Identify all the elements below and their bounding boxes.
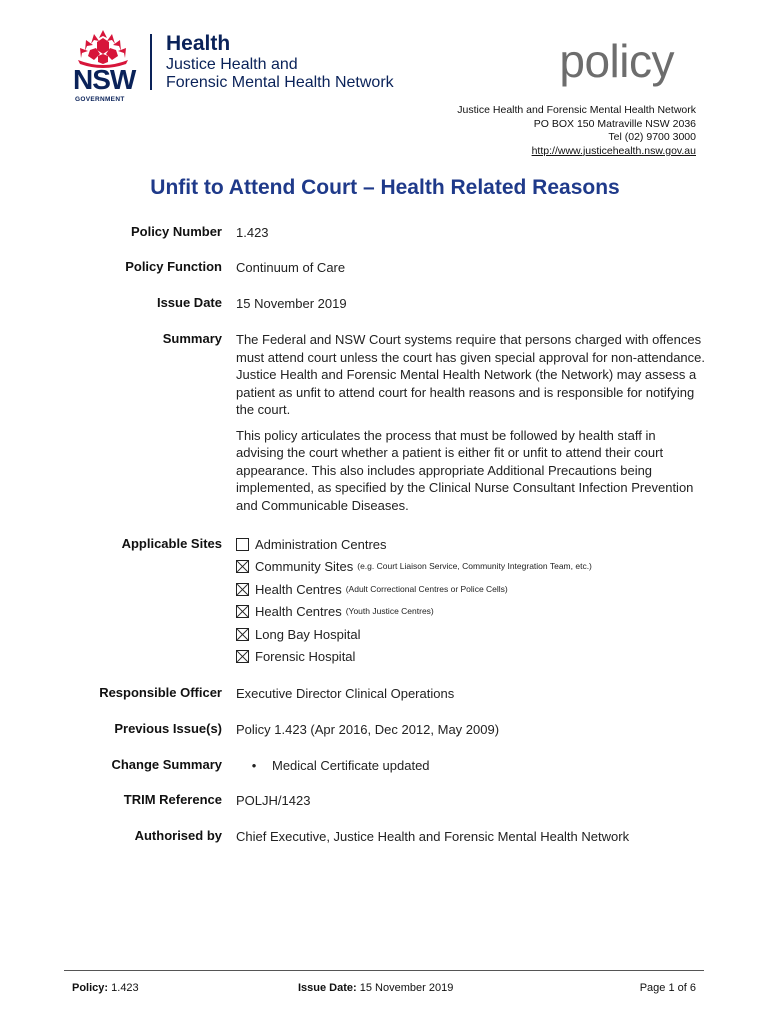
- policy-number-value: 1.423: [236, 225, 269, 240]
- footer-divider: [64, 970, 704, 971]
- summary-paragraph-2: This policy articulates the process that must be followed by health staff in advising the court whether a patient is either fit or unfit to attend their court appearance. This also includes appropriate Additional Precautions being implemented, as specified by the Clinical Nurse Consultant Infection Prevention and Communicable Diseases.: [236, 427, 694, 513]
- summary-label: Summary: [162, 331, 222, 346]
- responsible-officer-value: Executive Director Clinical Operations: [236, 686, 455, 701]
- nsw-wordmark: NSW: [73, 64, 136, 95]
- previous-issues-label: Previous Issue(s): [114, 721, 222, 736]
- footer-issue-date: [298, 982, 453, 994]
- address-block: [457, 104, 696, 158]
- summary-paragraph-1: The Federal and NSW Court systems require that persons charged with offences must attend court unless the court has given special approval for non-attendance. Justice Health and Forensic Mental Health Network (the Network) may assess a patient as unfit to attend court for health reasons and is responsible for notifying the court.: [236, 332, 706, 417]
- applicable-sites-label: Applicable Sites: [121, 536, 222, 551]
- checkbox[interactable]: [236, 560, 249, 573]
- site-item: [236, 623, 706, 646]
- checkbox[interactable]: [236, 583, 249, 596]
- site-item: [236, 556, 706, 579]
- site-note: (Youth Justice Centres): [345, 606, 434, 616]
- previous-issues-value: Policy 1.423 (Apr 2016, Dec 2012, May 2009): [236, 722, 500, 737]
- site-name: Health Centres: [255, 581, 342, 597]
- authorised-by-label: Authorised by: [134, 828, 222, 843]
- issue-date-value: 15 November 2019: [236, 296, 347, 311]
- site-item: [236, 533, 706, 556]
- site-item: [236, 578, 706, 601]
- page-title: Unfit to Attend Court – Health Related Reasons: [150, 176, 620, 199]
- footer-page-number: Page 1 of 6: [639, 982, 696, 994]
- checkbox[interactable]: [236, 605, 249, 618]
- government-wordmark: GOVERNMENT: [75, 96, 125, 103]
- policy-function-label: Policy Function: [125, 259, 222, 274]
- site-note: (e.g. Court Liaison Service, Community Integration Team, etc.): [357, 561, 592, 571]
- network-name-line2: Forensic Mental Health Network: [166, 74, 394, 91]
- checkbox[interactable]: [236, 628, 249, 641]
- footer-policy: [72, 982, 139, 994]
- bullet-icon: •: [251, 758, 257, 773]
- policy-function-value: Continuum of Care: [236, 260, 346, 275]
- trim-reference-label: TRIM Reference: [123, 792, 222, 807]
- change-summary-item: Medical Certificate updated: [272, 758, 430, 773]
- summary-text: [236, 331, 706, 522]
- change-summary-list: [236, 757, 706, 775]
- site-note: (Adult Correctional Centres or Police Cells): [345, 583, 508, 594]
- footer-issue-label: Issue Date:: [298, 982, 357, 994]
- website-link[interactable]: http://www.justicehealth.nsw.gov.au: [531, 144, 696, 157]
- site-name: Long Bay Hospital: [255, 626, 361, 642]
- footer-policy-label: Policy:: [72, 982, 109, 994]
- site-item: [236, 646, 706, 669]
- footer-policy-value: 1.423: [111, 982, 139, 994]
- site-name: Health Centres: [255, 604, 342, 619]
- site-name: Administration Centres: [255, 536, 387, 552]
- footer-issue-value: 15 November 2019: [359, 982, 454, 994]
- health-wordmark: Health: [166, 32, 231, 55]
- address-line1: Justice Health and Forensic Mental Health Network: [457, 104, 696, 116]
- site-item: [236, 601, 706, 624]
- logo-divider: [150, 34, 152, 90]
- change-summary-label: Change Summary: [111, 757, 222, 772]
- site-name: Forensic Hospital: [255, 649, 356, 664]
- checkbox[interactable]: [236, 538, 249, 551]
- address-line2: PO BOX 150 Matraville NSW 2036: [533, 117, 696, 130]
- address-phone: Tel (02) 9700 3000: [608, 131, 696, 143]
- issue-date-label: Issue Date: [156, 295, 222, 310]
- site-name: Community Sites: [255, 559, 354, 574]
- responsible-officer-label: Responsible Officer: [99, 685, 222, 700]
- authorised-by-value: Chief Executive, Justice Health and Forensic Mental Health Network: [236, 829, 630, 844]
- checkbox[interactable]: [236, 650, 249, 663]
- trim-reference-value: POLJH/1423: [236, 793, 311, 808]
- policy-number-label: Policy Number: [130, 224, 222, 239]
- network-name-line1: Justice Health and: [166, 56, 298, 73]
- applicable-sites-list: [236, 533, 706, 668]
- doc-type-label: policy: [559, 35, 674, 87]
- nsw-health-logo: [72, 26, 422, 103]
